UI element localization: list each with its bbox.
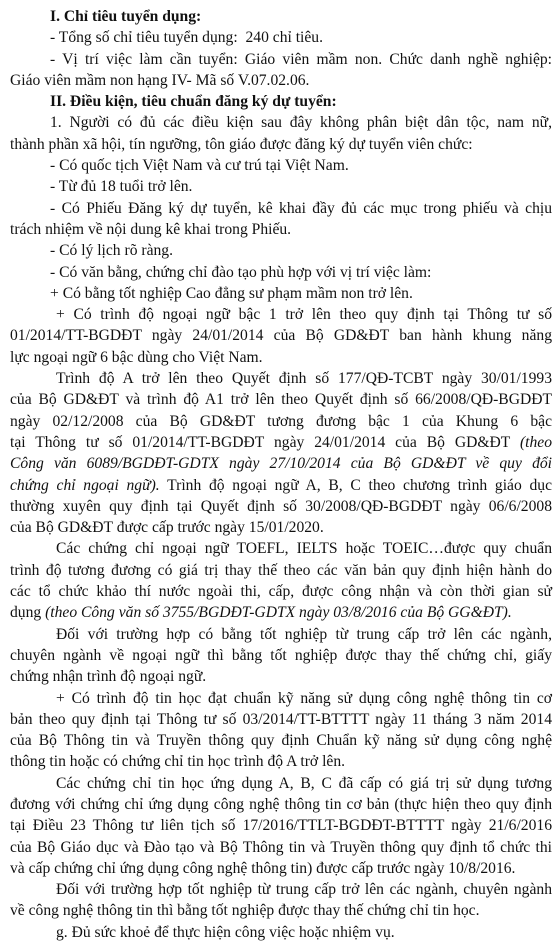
paragraph-line: thông tin hoặc có chứng chỉ tin học trình độ A trở lên. bbox=[10, 753, 346, 771]
paragraph-line: 01/2014/TT-BGDĐT ngày 24/01/2014 của Bộ GD&ĐT ban hành khung năng bbox=[10, 327, 552, 345]
paragraph-line: - Có Phiếu Đăng ký dự tuyển, kê khai đầy đủ các mục trong phiếu và chịu bbox=[50, 199, 552, 217]
paragraph-line: của Bộ GD&ĐT được cấp trước ngày 15/01/2020. bbox=[10, 519, 324, 537]
paragraph-line: + Có trình độ tin học đạt chuẩn kỹ năng sử dụng công nghệ thông tin cơ bbox=[56, 689, 552, 707]
paragraph-line: thành phần xã hội, tín ngưỡng, tôn giáo được đăng ký dự tuyển viên chức: bbox=[10, 135, 473, 153]
list-item: + Có bằng tốt nghiệp Cao đẳng sư phạm mầm non trở lên. bbox=[50, 284, 413, 302]
list-item: - Có văn bằng, chứng chỉ đào tạo phù hợp với vị trí việc làm: bbox=[50, 263, 432, 281]
paragraph-line: lực ngoại ngữ 6 bậc dùng cho Việt Nam. bbox=[10, 348, 263, 366]
paragraph-line: Đối với trường hợp tốt nghiệp từ trung cấp trở lên các ngành, chuyên ngành bbox=[56, 881, 552, 899]
section-2 bbox=[10, 91, 552, 943]
section-1-item: Giáo viên mầm non hạng IV- Mã số V.07.02.06. bbox=[10, 71, 310, 89]
paragraph-line: 1. Người có đủ các điều kiện sau đây không phân biệt dân tộc, nam nữ, bbox=[50, 114, 552, 132]
paragraph-line: Các chứng chỉ ngoại ngữ TOEFL, IELTS hoặc TOEIC…được quy chuẩn bbox=[56, 540, 552, 558]
section-1-item: - Tổng số chỉ tiêu tuyển dụng: 240 chỉ tiêu. bbox=[50, 29, 323, 47]
paragraph-line: bản theo quy định tại Thông tư số 03/2014/TT-BTTTT ngày 11 tháng 3 năm 2014 bbox=[10, 710, 552, 728]
paragraph-line: Đối với trường hợp có bằng tốt nghiệp từ trung cấp trở lên các ngành, bbox=[56, 625, 552, 643]
paragraph-line bbox=[10, 432, 552, 453]
paragraph-text: tại Thông tư số 01/2014/TT-BGDĐT ngày 24/01/2014 của Bộ GD&ĐT bbox=[10, 433, 520, 451]
paragraph-text: Trình độ ngoại ngữ A, B, C theo chương trình giáo dục bbox=[159, 476, 552, 494]
paragraph-text-italic: chứng chỉ ngoại ngữ). bbox=[10, 476, 160, 494]
paragraph-line: đương với chứng chỉ ứng dụng công nghệ thông tin cơ bản (thực hiện theo quy định bbox=[10, 795, 552, 813]
paragraph-line: thường xuyên quy định tại Quyết định số 30/2008/QĐ-BGDĐT ngày 06/6/2008 bbox=[10, 497, 552, 515]
paragraph-line: trách nhiệm về nội dung kê khai trong Phiếu. bbox=[10, 220, 292, 238]
paragraph-line: trình độ tương đương có giá trị thay thế theo các văn bản quy định hiện hành do bbox=[10, 561, 552, 579]
section-1 bbox=[10, 6, 552, 91]
paragraph-text-italic: (theo Công văn số 3755/BGDĐT-GDTX ngày 03/8/2016 của Bộ GG&ĐT). bbox=[45, 604, 512, 622]
paragraph-line bbox=[10, 475, 552, 496]
section-2-heading: II. Điều kiện, tiêu chuẩn đăng ký dự tuyển: bbox=[50, 93, 337, 111]
paragraph-line: tại Điều 23 Thông tư liên tịch số 17/2016/TTLT-BGDĐT-BTTTT ngày 21/6/2016 bbox=[10, 817, 552, 835]
paragraph-line: Các chứng chỉ tin học ứng dụng A, B, C đã cấp có giá trị sử dụng tương bbox=[56, 774, 552, 792]
section-1-item: - Vị trí việc làm cần tuyển: Giáo viên mầm non. Chức danh nghề nghiệp: bbox=[50, 50, 552, 68]
paragraph-line: của Bộ Thông tin và Truyền thông quy định Chuẩn kỹ năng sử dụng công nghệ bbox=[10, 732, 552, 750]
paragraph-line: chứng nhận trình độ ngoại ngữ. bbox=[10, 668, 207, 686]
list-item: - Có lý lịch rõ ràng. bbox=[50, 242, 173, 260]
paragraph-line: của Bộ Giáo dục và Đào tạo và Bộ Thông tin và Truyền thông quy định tổ chức thi bbox=[10, 838, 552, 856]
paragraph-line: + Có trình độ ngoại ngữ bậc 1 trở lên theo quy định tại Thông tư số bbox=[56, 306, 552, 324]
paragraph-line: g. Đủ sức khoẻ để thực hiện công việc hoặc nhiệm vụ. bbox=[56, 923, 395, 941]
section-1-heading: I. Chỉ tiêu tuyển dụng: bbox=[50, 8, 202, 25]
paragraph-line: về công nghệ thông tin thì bằng tốt nghiệp được thay thế chứng chỉ tin học. bbox=[10, 902, 480, 920]
paragraph-line: và cấp chứng chỉ ứng dụng công nghệ thông tin) được cấp trước ngày 10/8/2016. bbox=[10, 859, 516, 877]
paragraph-line: Trình độ A trở lên theo Quyết định số 177/QĐ-TCBT ngày 30/01/1993 bbox=[56, 370, 552, 388]
paragraph-line bbox=[10, 602, 552, 623]
paragraph-line: Công văn 6089/BGDĐT-GDTX ngày 27/10/2014 của Bộ GD&ĐT về quy đổi bbox=[10, 455, 552, 473]
paragraph-line: của Bộ GD&ĐT và trình độ A1 trở lên theo Quyết định số 66/2008/QĐ-BGDĐT bbox=[10, 391, 552, 409]
paragraph-line: chuyên ngành về ngoại ngữ thì bằng tốt nghiệp được thay thế chứng chỉ, giấy bbox=[10, 646, 552, 664]
list-item: - Có quốc tịch Việt Nam và cư trú tại Việt Nam. bbox=[50, 157, 349, 175]
paragraph-text-italic: (theo bbox=[519, 433, 552, 451]
paragraph-line: các tổ chức khảo thí nước ngoài thi, cấp, được công nhận và còn thời gian sử bbox=[10, 583, 552, 601]
paragraph-line: ngày 02/12/2008 của Bộ GD&ĐT tương đương bậc 1 của Khung 6 bậc bbox=[10, 412, 552, 430]
paragraph-text: dụng bbox=[10, 604, 46, 622]
list-item: - Từ đủ 18 tuổi trở lên. bbox=[50, 178, 193, 196]
